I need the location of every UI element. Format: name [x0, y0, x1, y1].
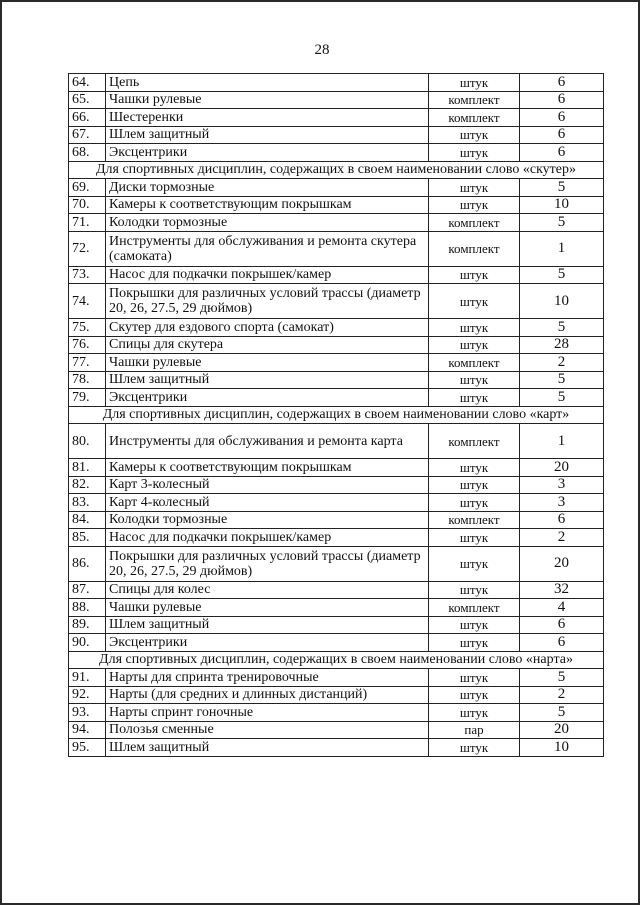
item-quantity: 6 — [520, 74, 604, 92]
item-quantity: 10 — [520, 284, 604, 319]
table-row — [69, 581, 604, 599]
table-row — [69, 354, 604, 372]
item-name: Чашки рулевые — [106, 91, 429, 109]
item-quantity: 10 — [520, 739, 604, 757]
item-number: 80. — [69, 424, 106, 459]
equipment-table — [68, 73, 604, 757]
item-unit: штук — [429, 284, 520, 319]
item-name: Покрышки для различных условий трассы (диаметр 20, 26, 27.5, 29 дюймов) — [106, 284, 429, 319]
item-unit: штук — [429, 581, 520, 599]
item-number: 70. — [69, 196, 106, 214]
item-name: Чашки рулевые — [106, 354, 429, 372]
item-name: Камеры к соответствующим покрышкам — [106, 196, 429, 214]
item-number: 76. — [69, 336, 106, 354]
item-name: Цепь — [106, 74, 429, 92]
item-quantity: 5 — [520, 669, 604, 687]
item-unit: штук — [429, 476, 520, 494]
item-quantity: 1 — [520, 231, 604, 266]
item-quantity: 5 — [520, 389, 604, 407]
table-row — [69, 686, 604, 704]
item-name: Шлем защитный — [106, 126, 429, 144]
item-name: Шлем защитный — [106, 616, 429, 634]
item-name: Нарты для спринта тренировочные — [106, 669, 429, 687]
item-name: Нарты спринт гоночные — [106, 704, 429, 722]
table-row — [69, 634, 604, 652]
item-unit: штук — [429, 266, 520, 284]
item-unit: комплект — [429, 599, 520, 617]
item-unit: штук — [429, 196, 520, 214]
table-row — [69, 616, 604, 634]
item-quantity: 6 — [520, 634, 604, 652]
item-quantity: 5 — [520, 319, 604, 337]
item-unit: штук — [429, 634, 520, 652]
equipment-table-body — [69, 74, 604, 757]
item-quantity: 6 — [520, 144, 604, 162]
item-unit: штук — [429, 529, 520, 547]
section-title: Для спортивных дисциплин, содержащих в своем наименовании слово «нарта» — [69, 651, 604, 669]
item-quantity: 5 — [520, 179, 604, 197]
item-quantity: 6 — [520, 109, 604, 127]
item-name: Полозья сменные — [106, 721, 429, 739]
item-name: Насос для подкачки покрышек/камер — [106, 529, 429, 547]
item-number: 81. — [69, 459, 106, 477]
item-quantity: 2 — [520, 686, 604, 704]
item-unit: штук — [429, 179, 520, 197]
item-name: Инструменты для обслуживания и ремонта карта — [106, 424, 429, 459]
item-number: 89. — [69, 616, 106, 634]
item-unit: штук — [429, 389, 520, 407]
table-row — [69, 669, 604, 687]
item-number: 86. — [69, 546, 106, 581]
item-quantity: 6 — [520, 616, 604, 634]
item-quantity: 32 — [520, 581, 604, 599]
table-row — [69, 599, 604, 617]
item-unit: комплект — [429, 231, 520, 266]
item-quantity: 20 — [520, 546, 604, 581]
item-quantity: 10 — [520, 196, 604, 214]
item-name: Эксцентрики — [106, 634, 429, 652]
table-row — [69, 126, 604, 144]
item-quantity: 6 — [520, 126, 604, 144]
item-unit: штук — [429, 494, 520, 512]
section-title: Для спортивных дисциплин, содержащих в своем наименовании слово «карт» — [69, 406, 604, 424]
item-name: Скутер для ездового спорта (самокат) — [106, 319, 429, 337]
page-number: 28 — [314, 42, 330, 58]
table-row — [69, 284, 604, 319]
item-quantity: 20 — [520, 459, 604, 477]
item-unit: штук — [429, 126, 520, 144]
table-row — [69, 74, 604, 92]
item-quantity: 3 — [520, 494, 604, 512]
item-quantity: 1 — [520, 424, 604, 459]
item-name: Покрышки для различных условий трассы (диаметр 20, 26, 27.5, 29 дюймов) — [106, 546, 429, 581]
item-number: 73. — [69, 266, 106, 284]
item-quantity: 5 — [520, 266, 604, 284]
item-quantity: 20 — [520, 721, 604, 739]
table-row — [69, 704, 604, 722]
item-number: 71. — [69, 214, 106, 232]
item-number: 65. — [69, 91, 106, 109]
item-number: 68. — [69, 144, 106, 162]
item-unit: штук — [429, 669, 520, 687]
item-number: 77. — [69, 354, 106, 372]
item-unit: комплект — [429, 214, 520, 232]
item-quantity: 3 — [520, 476, 604, 494]
item-name: Карт 3-колесный — [106, 476, 429, 494]
item-unit: штук — [429, 319, 520, 337]
table-row — [69, 389, 604, 407]
table-row — [69, 546, 604, 581]
table-row — [69, 109, 604, 127]
item-number: 72. — [69, 231, 106, 266]
item-unit: комплект — [429, 109, 520, 127]
item-number: 92. — [69, 686, 106, 704]
table-row — [69, 266, 604, 284]
item-unit: штук — [429, 459, 520, 477]
item-unit: штук — [429, 739, 520, 757]
section-header-row — [69, 406, 604, 424]
item-name: Шлем защитный — [106, 739, 429, 757]
item-name: Спицы для скутера — [106, 336, 429, 354]
item-name: Чашки рулевые — [106, 599, 429, 617]
item-unit: комплект — [429, 91, 520, 109]
item-unit: штук — [429, 74, 520, 92]
table-row — [69, 319, 604, 337]
item-number: 69. — [69, 179, 106, 197]
item-name: Шлем защитный — [106, 371, 429, 389]
section-title: Для спортивных дисциплин, содержащих в своем наименовании слово «скутер» — [69, 161, 604, 179]
item-quantity: 4 — [520, 599, 604, 617]
item-number: 91. — [69, 669, 106, 687]
item-number: 87. — [69, 581, 106, 599]
table-row — [69, 529, 604, 547]
table-row — [69, 336, 604, 354]
item-number: 64. — [69, 74, 106, 92]
table-row — [69, 424, 604, 459]
item-name: Инструменты для обслуживания и ремонта скутера (самоката) — [106, 231, 429, 266]
item-number: 67. — [69, 126, 106, 144]
item-name: Эксцентрики — [106, 144, 429, 162]
item-unit: комплект — [429, 424, 520, 459]
table-row — [69, 459, 604, 477]
item-name: Нарты (для средних и длинных дистанций) — [106, 686, 429, 704]
table-row — [69, 196, 604, 214]
item-quantity: 6 — [520, 511, 604, 529]
table-row — [69, 371, 604, 389]
item-name: Шестеренки — [106, 109, 429, 127]
item-name: Колодки тормозные — [106, 214, 429, 232]
item-number: 95. — [69, 739, 106, 757]
item-unit: штук — [429, 336, 520, 354]
table-row — [69, 231, 604, 266]
item-number: 93. — [69, 704, 106, 722]
item-number: 79. — [69, 389, 106, 407]
item-unit: штук — [429, 704, 520, 722]
table-row — [69, 494, 604, 512]
item-number: 83. — [69, 494, 106, 512]
table-row — [69, 144, 604, 162]
table-row — [69, 214, 604, 232]
item-unit: штук — [429, 616, 520, 634]
table-row — [69, 91, 604, 109]
item-quantity: 2 — [520, 529, 604, 547]
item-name: Диски тормозные — [106, 179, 429, 197]
item-quantity: 5 — [520, 214, 604, 232]
item-number: 74. — [69, 284, 106, 319]
item-quantity: 5 — [520, 371, 604, 389]
item-number: 85. — [69, 529, 106, 547]
item-name: Спицы для колес — [106, 581, 429, 599]
item-name: Карт 4-колесный — [106, 494, 429, 512]
table-row — [69, 739, 604, 757]
item-quantity: 28 — [520, 336, 604, 354]
table-row — [69, 476, 604, 494]
item-unit: комплект — [429, 511, 520, 529]
item-unit: штук — [429, 546, 520, 581]
item-name: Колодки тормозные — [106, 511, 429, 529]
item-number: 84. — [69, 511, 106, 529]
item-unit: штук — [429, 144, 520, 162]
item-unit: штук — [429, 371, 520, 389]
item-quantity: 2 — [520, 354, 604, 372]
item-unit: пар — [429, 721, 520, 739]
item-number: 94. — [69, 721, 106, 739]
item-number: 75. — [69, 319, 106, 337]
table-row — [69, 511, 604, 529]
item-number: 88. — [69, 599, 106, 617]
item-name: Эксцентрики — [106, 389, 429, 407]
item-number: 82. — [69, 476, 106, 494]
item-number: 90. — [69, 634, 106, 652]
item-name: Насос для подкачки покрышек/камер — [106, 266, 429, 284]
item-unit: штук — [429, 686, 520, 704]
section-header-row — [69, 161, 604, 179]
item-number: 78. — [69, 371, 106, 389]
item-quantity: 6 — [520, 91, 604, 109]
item-quantity: 5 — [520, 704, 604, 722]
table-row — [69, 721, 604, 739]
table-row — [69, 179, 604, 197]
item-name: Камеры к соответствующим покрышкам — [106, 459, 429, 477]
item-unit: комплект — [429, 354, 520, 372]
section-header-row — [69, 651, 604, 669]
item-number: 66. — [69, 109, 106, 127]
